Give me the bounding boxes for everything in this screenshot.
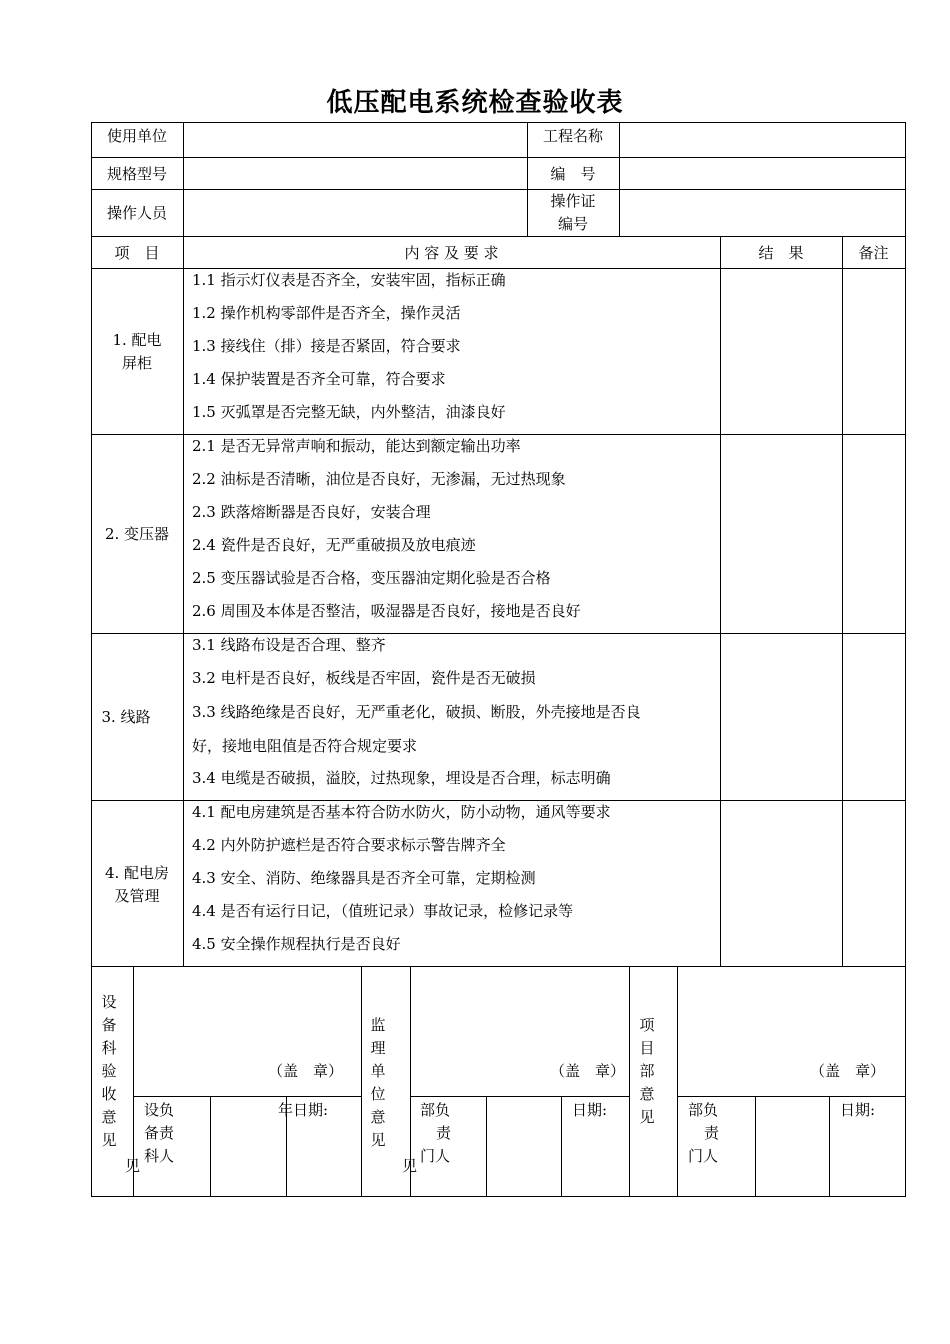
dept-date-label: 年日期: — [278, 1101, 329, 1119]
project-name-label: 工程名称 — [542, 127, 603, 145]
serial-label: 编 号 — [550, 165, 596, 183]
section-2-name: 2. 变压器 — [104, 525, 170, 543]
project-stamp: （盖 章） — [810, 1062, 886, 1080]
dept-person-label: 科人 — [144, 1147, 175, 1165]
section-4-name: 4. 配电房 — [104, 864, 170, 882]
check-item: 3.1 线路布设是否合理、整齐 — [192, 636, 386, 654]
supervisor-person-label: 部负 — [420, 1101, 451, 1119]
dept-jian: 见 — [125, 1157, 141, 1175]
project-opinion-label: 项目部意见 — [639, 1016, 655, 1126]
supervisor-stamp: （盖 章） — [550, 1062, 626, 1080]
dept-person-label: 备责 — [144, 1124, 175, 1142]
check-item: 4.2 内外防护遮栏是否符合要求标示警告牌齐全 — [192, 836, 506, 854]
section-3-name: 3. 线路 — [101, 708, 151, 726]
supervisor-jian: 见 — [402, 1157, 418, 1175]
section-1-name: 1. 配电 — [112, 331, 162, 349]
check-item: 4.5 安全操作规程执行是否良好 — [192, 935, 401, 953]
user-unit-label: 使用单位 — [106, 127, 167, 145]
supervisor-date-label: 日期: — [572, 1101, 608, 1119]
supervisor-person-label: 门人 — [420, 1147, 451, 1165]
check-item: 2.5 变压器试验是否合格，变压器油定期化验是否合格 — [192, 569, 551, 587]
check-item: 4.3 安全、消防、绝缘器具是否齐全可靠，定期检测 — [192, 869, 536, 887]
check-item: 好，接地电阻值是否符合规定要求 — [192, 737, 418, 755]
spec-model-label: 规格型号 — [106, 165, 167, 183]
dept-opinion-label: 设备科验收意见 — [101, 993, 117, 1149]
check-item: 2.2 油标是否清晰，油位是否良好，无渗漏，无过热现象 — [192, 470, 566, 488]
column-remark: 备注 — [858, 244, 889, 262]
section-1-name-2: 屏柜 — [121, 354, 152, 372]
column-content: 内 容 及 要 求 — [404, 244, 499, 262]
check-item: 1.1 指示灯仪表是否齐全，安装牢固，指标正确 — [192, 271, 506, 289]
supervisor-opinion-label: 监理单位意见 — [370, 1016, 386, 1149]
column-result: 结 果 — [758, 244, 804, 262]
section-4-name-2: 及管理 — [114, 887, 160, 905]
check-item: 3.3 线路绝缘是否良好，无严重老化，破损、断股，外壳接地是否良 — [192, 703, 641, 721]
check-item: 2.6 周围及本体是否整洁，吸湿器是否良好，接地是否良好 — [192, 602, 581, 620]
dept-person-label: 设负 — [144, 1101, 175, 1119]
check-item: 4.4 是否有运行日记，（值班记录）事故记录，检修记录等 — [192, 902, 574, 920]
check-item: 2.4 瓷件是否良好，无严重破损及放电痕迹 — [192, 536, 476, 554]
page-title: 低压配电系统检查验收表 — [326, 88, 624, 118]
check-item: 2.1 是否无异常声响和振动，能达到额定输出功率 — [192, 437, 521, 455]
supervisor-person-label: 责 — [436, 1124, 452, 1142]
column-item: 项 目 — [114, 244, 160, 262]
check-item: 3.2 电杆是否良好，板线是否牢固，瓷件是否无破损 — [192, 669, 536, 687]
cert-label-2: 编号 — [557, 215, 588, 233]
operator-label: 操作人员 — [106, 204, 167, 222]
check-item: 3.4 电缆是否破损，溢胶，过热现象，埋设是否合理，标志明确 — [192, 769, 611, 787]
project-person-label: 门人 — [688, 1147, 719, 1165]
cert-label-1: 操作证 — [550, 192, 596, 210]
check-item: 1.4 保护装置是否齐全可靠，符合要求 — [192, 370, 446, 388]
dept-stamp: （盖 章） — [268, 1062, 344, 1080]
check-item: 1.2 操作机构零部件是否齐全，操作灵活 — [192, 304, 461, 322]
project-person-label: 责 — [704, 1124, 720, 1142]
check-item: 4.1 配电房建筑是否基本符合防水防火，防小动物，通风等要求 — [192, 803, 611, 821]
check-item: 1.5 灭弧罩是否完整无缺，内外整洁，油漆良好 — [192, 403, 506, 421]
project-date-label: 日期: — [840, 1101, 876, 1119]
check-item: 2.3 跌落熔断器是否良好，安装合理 — [192, 503, 431, 521]
check-item: 1.3 接线住（排）接是否紧固，符合要求 — [192, 337, 461, 355]
project-person-label: 部负 — [688, 1101, 719, 1119]
